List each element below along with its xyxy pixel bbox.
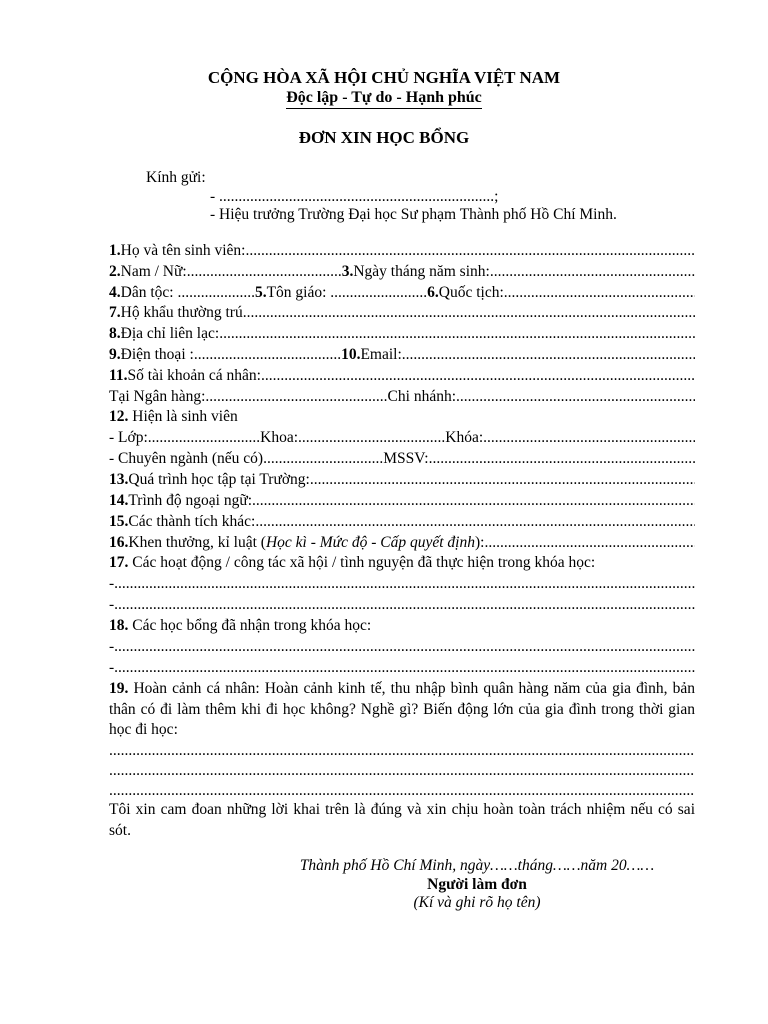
field-rewards-discipline[interactable]: [109, 533, 695, 552]
field-number: 7.: [109, 304, 121, 321]
field-permanent-residence[interactable]: [109, 303, 695, 322]
scholarship-line-2[interactable]: [109, 658, 695, 677]
field-number: 5.: [254, 284, 267, 301]
recipient-line-2: - Hiệu trưởng Trường Đại học Sư phạm Thành phố Hồ Chí Minh.: [210, 206, 617, 223]
fill-dots: ........................................: [186, 263, 342, 280]
field-number: 2.: [109, 263, 121, 280]
field-label: Quá trình học tập tại Trường:: [128, 471, 310, 488]
fill-dots: [310, 470, 695, 489]
field-label: Khen thưởng, kỉ luật (: [128, 534, 266, 551]
field-label: - Chuyên ngành (nếu có): [109, 450, 264, 467]
field-label: Dân tộc: ....................: [120, 284, 255, 301]
motto-heading: Độc lập - Tự do - Hạnh phúc: [286, 89, 482, 109]
field-label: MSSV:: [383, 450, 429, 467]
field-number: 6.: [427, 284, 439, 301]
dash-prefix: -: [109, 659, 115, 676]
field-study-history[interactable]: [109, 470, 695, 489]
fill-dots: [114, 595, 695, 614]
field-number: 11.: [109, 367, 128, 384]
fill-dots: [402, 345, 695, 364]
dash-prefix: -: [109, 596, 115, 613]
fill-dots: ......................................: [193, 346, 342, 363]
fill-dots: [114, 637, 695, 656]
fill-dots: [109, 781, 695, 800]
fill-dots: [429, 449, 695, 468]
field-label: Nam / Nữ:: [120, 263, 187, 280]
fill-dots: [261, 366, 695, 385]
field-foreign-language[interactable]: [109, 491, 695, 510]
scholarship-line-1[interactable]: [109, 637, 695, 656]
field-personal-circumstances: [109, 679, 695, 741]
fill-dots: [109, 741, 695, 760]
field-ethnicity-religion-nationality[interactable]: [109, 283, 695, 302]
field-number: 14.: [109, 492, 129, 509]
fill-dots: ......................................: [298, 429, 446, 446]
fill-dots: [252, 491, 695, 510]
field-contact-address[interactable]: [109, 324, 695, 343]
field-label: Số tài khoản cá nhân:: [127, 367, 261, 384]
field-number: 4.: [109, 284, 121, 301]
fill-dots: [245, 241, 695, 260]
activity-line-2[interactable]: [109, 595, 695, 614]
fill-dots: [243, 303, 695, 322]
field-number: 8.: [109, 325, 121, 342]
field-label: Trình độ ngoại ngữ:: [128, 492, 253, 509]
field-label: Tại Ngân hàng:: [109, 388, 206, 405]
motto-wrap: [0, 89, 768, 109]
fill-dots: [484, 533, 695, 552]
field-number: 9.: [109, 346, 121, 363]
field-number: 19.: [109, 680, 129, 697]
signature-note: (Kí và ghi rõ họ tên): [413, 894, 541, 911]
field-label: Điện thoại :: [120, 346, 194, 363]
field-label: Họ và tên sinh viên:: [120, 242, 246, 259]
fill-dots: .............................: [147, 429, 261, 446]
field-number: 13.: [109, 471, 129, 488]
dash-prefix: -: [109, 638, 115, 655]
field-bank-branch[interactable]: [109, 387, 695, 406]
field-scholarships-received: [109, 616, 695, 635]
field-major-mssv[interactable]: [109, 449, 695, 468]
field-current-student: [109, 407, 695, 426]
signer-label: Người làm đơn: [427, 876, 527, 893]
field-label: Hoàn cảnh cá nhân: Hoàn cảnh kinh tế, thu nhập bình quân hàng năm của gia đình, bản thân có đi làm thêm khi đi học không? Nghề gì? Biến động lớn của gia đình trong thời gian học đi học:: [109, 680, 695, 738]
document-title: ĐƠN XIN HỌC BỔNG: [298, 128, 470, 147]
fill-dots: [490, 262, 695, 281]
field-number: 12.: [109, 408, 129, 425]
field-label: Quốc tịch:: [438, 284, 504, 301]
commitment-statement: Tôi xin cam đoan những lời khai trên là đúng và xin chịu hoàn toàn trách nhiệm nếu có sai sót.: [109, 801, 695, 839]
field-label: Khóa:: [445, 429, 484, 446]
fill-dots: [219, 324, 695, 343]
fill-dots: [255, 512, 695, 531]
field-social-activities: [109, 553, 695, 572]
field-label: - Lớp:: [109, 429, 148, 446]
field-other-achievements[interactable]: [109, 512, 695, 531]
fill-dots: [504, 283, 695, 302]
field-label: Các thành tích khác:: [128, 513, 256, 530]
field-number: 16.: [109, 534, 129, 551]
dash-prefix: -: [109, 575, 115, 592]
field-class-faculty-course[interactable]: [109, 428, 695, 447]
fill-dots: [114, 574, 695, 593]
circumstance-line-2[interactable]: [109, 761, 695, 780]
field-full-name[interactable]: [109, 241, 695, 260]
recipient-line-1: - .......................................................................;: [210, 188, 499, 205]
place-date: Thành phố Hồ Chí Minh, ngày……tháng……năm 20……: [299, 857, 655, 874]
field-number: 18.: [109, 617, 129, 634]
field-label: Địa chỉ liên lạc:: [120, 325, 220, 342]
field-label: Các học bổng đã nhận trong khóa học:: [128, 617, 372, 634]
fill-dots: ...............................: [263, 450, 384, 467]
field-label-italic: Học kì - Mức độ - Cấp quyết định: [265, 534, 475, 551]
field-phone-email[interactable]: [109, 345, 695, 364]
field-number: 1.: [109, 242, 121, 259]
nation-heading: CỘNG HÒA XÃ HỘI CHỦ NGHĨA VIỆT NAM: [207, 68, 561, 87]
field-label: Các hoạt động / công tác xã hội / tình nguyện đã thực hiện trong khóa học:: [128, 554, 596, 571]
field-gender-dob[interactable]: [109, 262, 695, 281]
field-label: Tôn giáo: .........................: [266, 284, 428, 301]
recipient-greeting: Kính gửi:: [146, 169, 206, 186]
field-label: Hộ khẩu thường trú: [120, 304, 243, 321]
field-number: 17.: [109, 554, 129, 571]
field-bank-account[interactable]: [109, 366, 695, 385]
activity-line-1[interactable]: [109, 574, 695, 593]
fill-dots: [114, 658, 695, 677]
field-number: 3.: [341, 263, 354, 280]
field-label: Khoa:: [260, 429, 299, 446]
circumstance-line-1[interactable]: [109, 741, 695, 760]
fill-dots: [109, 761, 695, 780]
field-number: 10.: [341, 346, 361, 363]
field-label: Chi nhánh:: [387, 388, 457, 405]
field-number: 15.: [109, 513, 129, 530]
field-label: Email:: [360, 346, 402, 363]
fill-dots: ...............................................: [205, 388, 388, 405]
fill-dots: [483, 428, 695, 447]
field-label: ):: [474, 534, 485, 551]
field-label: Ngày tháng năm sinh:: [353, 263, 490, 280]
field-label: Hiện là sinh viên: [128, 408, 238, 425]
fill-dots: [456, 387, 695, 406]
circumstance-line-3[interactable]: [109, 781, 695, 800]
